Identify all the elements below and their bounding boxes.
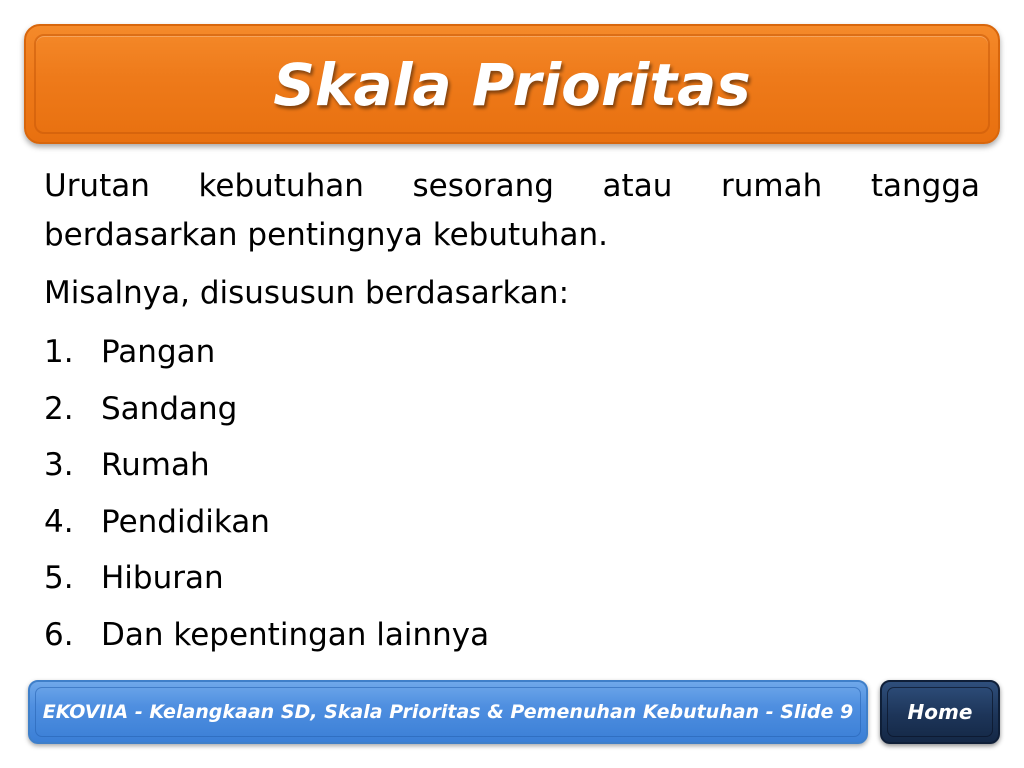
definition-paragraph: Urutan kebutuhan sesorang atau rumah tangga berdasarkan pentingnya kebutuhan. xyxy=(44,168,980,253)
list-item-label: Dan kepentingan lainnya xyxy=(101,616,490,653)
intro-paragraph: Misalnya, disususun berdasarkan: xyxy=(44,275,570,311)
list-item-number: 6. xyxy=(44,616,74,653)
footer-slide-caption: EKOVIIA - Kelangkaan SD, Skala Prioritas & Pemenuhan Kebutuhan - Slide 9 xyxy=(42,701,854,723)
list-item-label: Hiburan xyxy=(101,560,224,597)
home-button-label: Home xyxy=(907,700,973,724)
priority-list xyxy=(44,324,980,663)
list-item-number: 2. xyxy=(44,390,74,427)
list-item-label: Sandang xyxy=(101,390,238,427)
list-item xyxy=(44,494,980,551)
list-item xyxy=(44,550,980,607)
list-item xyxy=(44,381,980,438)
list-item xyxy=(44,607,980,664)
slide-title: Skala Prioritas xyxy=(273,51,751,119)
list-item-number: 3. xyxy=(44,447,74,484)
list-item-label: Pangan xyxy=(101,334,216,371)
slide-content xyxy=(44,162,980,663)
list-item-number: 4. xyxy=(44,503,74,540)
list-item xyxy=(44,324,980,381)
list-item-label: Rumah xyxy=(101,447,210,484)
list-item-number: 5. xyxy=(44,560,74,597)
list-item-number: 1. xyxy=(44,334,74,371)
footer-bar xyxy=(28,680,868,744)
list-item-label: Pendidikan xyxy=(101,503,270,540)
home-button[interactable] xyxy=(880,680,1000,744)
list-item xyxy=(44,437,980,494)
